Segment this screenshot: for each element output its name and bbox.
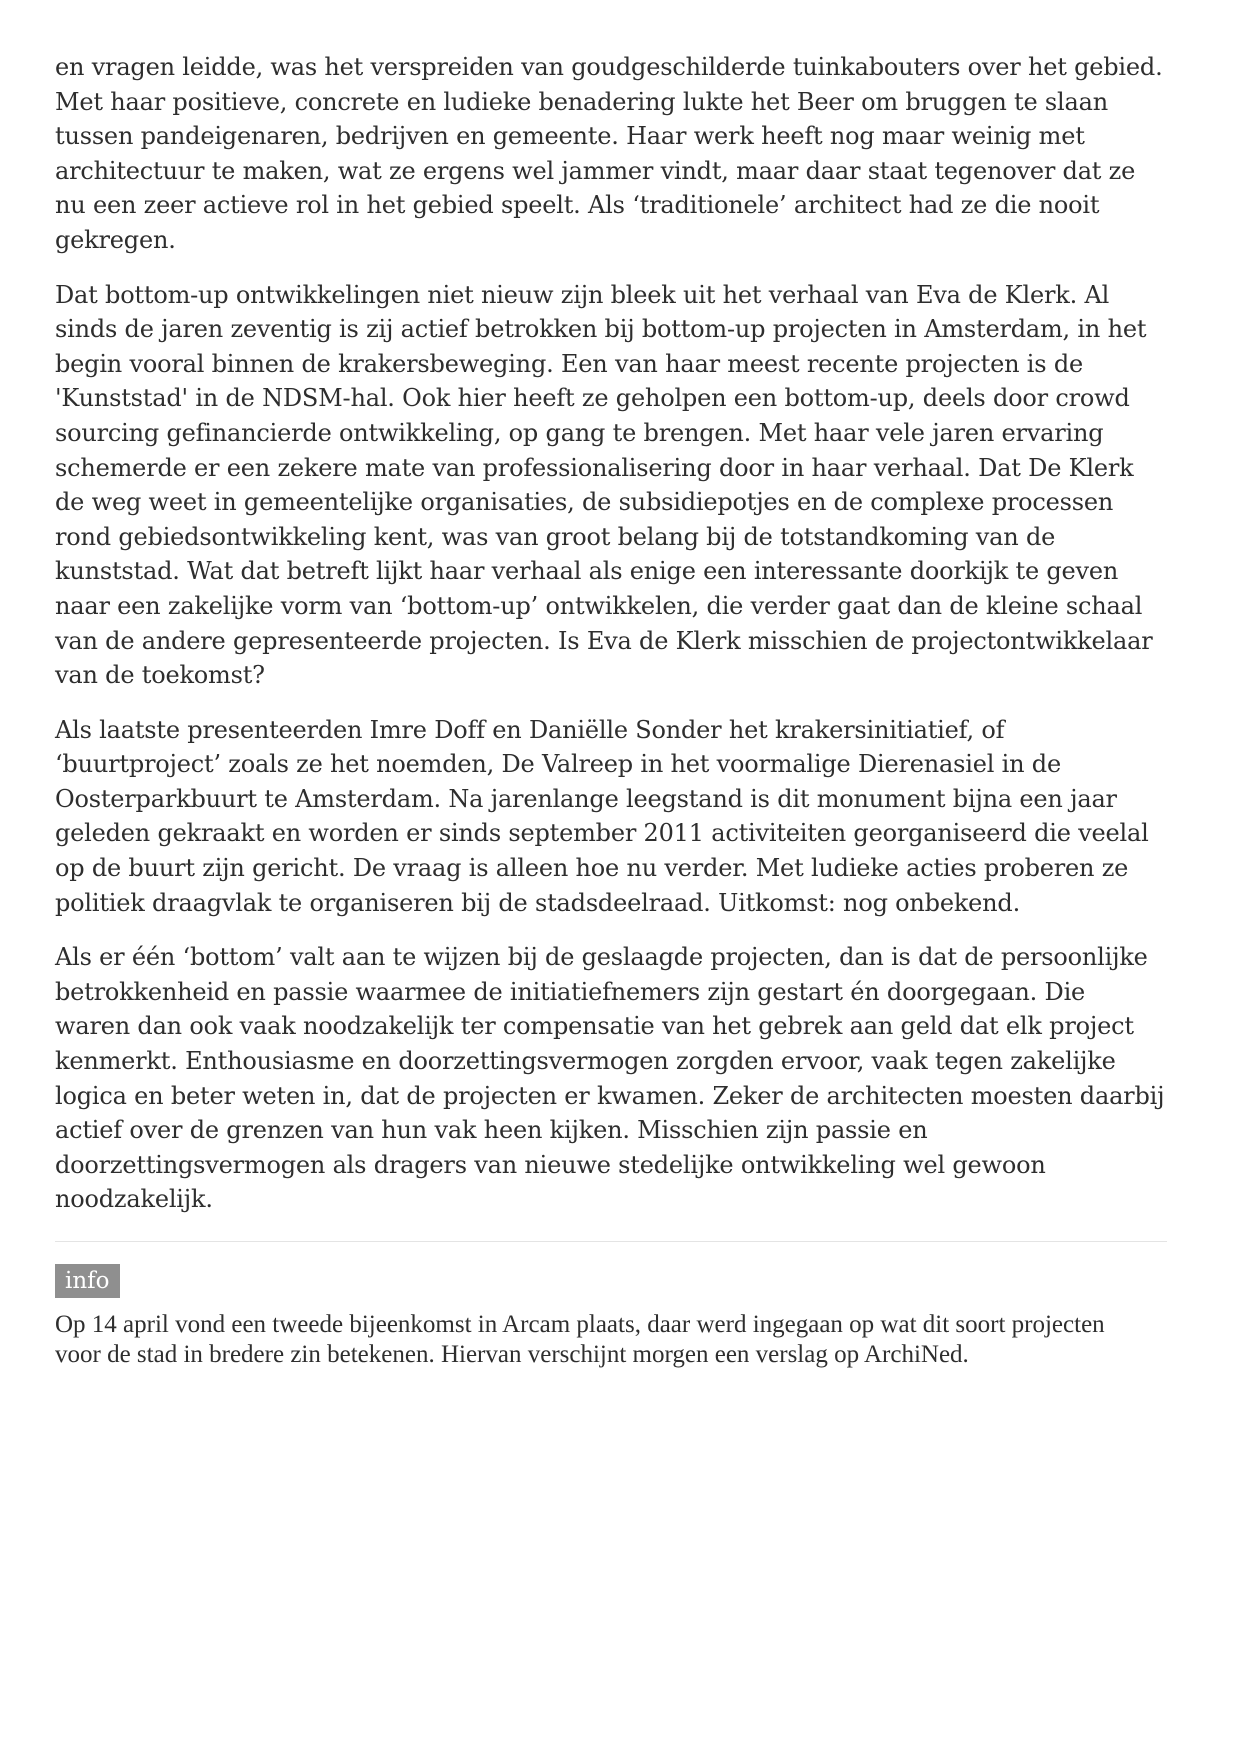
section-divider — [55, 1241, 1167, 1242]
page — [55, 50, 1167, 1370]
article-paragraph-4: Als er één ‘bottom’ valt aan te wijzen bij de geslaagde projecten, dan is dat de persoonlijke betrokkenheid en passie waarmee de initiatiefnemers zijn gestart én doorgegaan. Die waren dan ook vaak noodzakelijk ter compensatie van het gebrek aan geld dat elk project kenmerkt. Enthousiasme en doorzettingsvermogen zorgden ervoor, vaak tegen zakelijke logica en beter weten in, dat de projecten er kwamen. Zeker de architecten moesten daarbij actief over de grenzen van hun vak heen kijken. Misschien zijn passie en doorzettingsvermogen als dragers van nieuwe stedelijke ontwikkeling wel gewoon noodzakelijk. — [55, 943, 1165, 1214]
info-label: info — [55, 1264, 120, 1298]
article-body — [55, 50, 1167, 1217]
article-paragraph-1: en vragen leidde, was het verspreiden van goudgeschilderde tuinkabouters over het gebied. Met haar positieve, concrete en ludieke benadering lukte het Beer om bruggen te slaan tussen pandeigenaren, bedrijven en gemeente. Haar werk heeft nog maar weinig met architectuur te maken, wat ze ergens wel jammer vindt, maar daar staat tegenover dat ze nu een zeer actieve rol in het gebied speelt. Als ‘traditionele’ architect had ze die nooit gekregen. — [55, 53, 1163, 254]
article-paragraph-3: Als laatste presenteerden Imre Doff en Daniëlle Sonder het krakersinitiatief, of ‘buurtproject’ zoals ze het noemden, De Valreep in het voormalige Dierenasiel in de Oosterparkbuurt te Amsterdam. Na jarenlange leegstand is dit monument bijna een jaar geleden gekraakt en worden er sinds september 2011 activiteiten georganiseerd die veelal op de buurt zijn gericht. De vraag is alleen hoe nu verder. Met ludieke acties proberen ze politiek draagvlak te organiseren bij de stadsdeelraad. Uitkomst: nog onbekend. — [55, 715, 1149, 917]
article-paragraph-2: Dat bottom-up ontwikkelingen niet nieuw zijn bleek uit het verhaal van Eva de Klerk. Al sinds de jaren zeventig is zij actief betrokken bij bottom-up projecten in Amsterdam, in het begin vooral binnen de krakersbeweging. Een van haar meest recente projecten is de 'Kunststad' in de NDSM-hal. Ook hier heeft ze geholpen een bottom-up, deels door crowd sourcing gefinancierde ontwikkeling, op gang te brengen. Met haar vele jaren ervaring schemerde er een zekere mate van professionalisering door in haar verhaal. Dat De Klerk de weg weet in gemeentelijke organisaties, de subsidiepotjes en de complexe processen rond gebiedsontwikkeling kent, was van groot belang bij de totstandkoming van de kunststad. Wat dat betreft lijkt haar verhaal als enige een interessante doorkijk te geven naar een zakelijke vorm van ‘bottom-up’ ontwikkelen, die verder gaat dan de kleine schaal van de andere gepresenteerde projecten. Is Eva de Klerk misschien de projectontwikkelaar van de toekomst? — [55, 280, 1153, 690]
info-text: Op 14 april vond een tweede bijeenkomst in Arcam plaats, daar werd ingegaan op wat dit soort projecten voor de stad in bredere zin betekenen. Hiervan verschijnt morgen een verslag op ArchiNed. — [55, 1311, 1105, 1368]
